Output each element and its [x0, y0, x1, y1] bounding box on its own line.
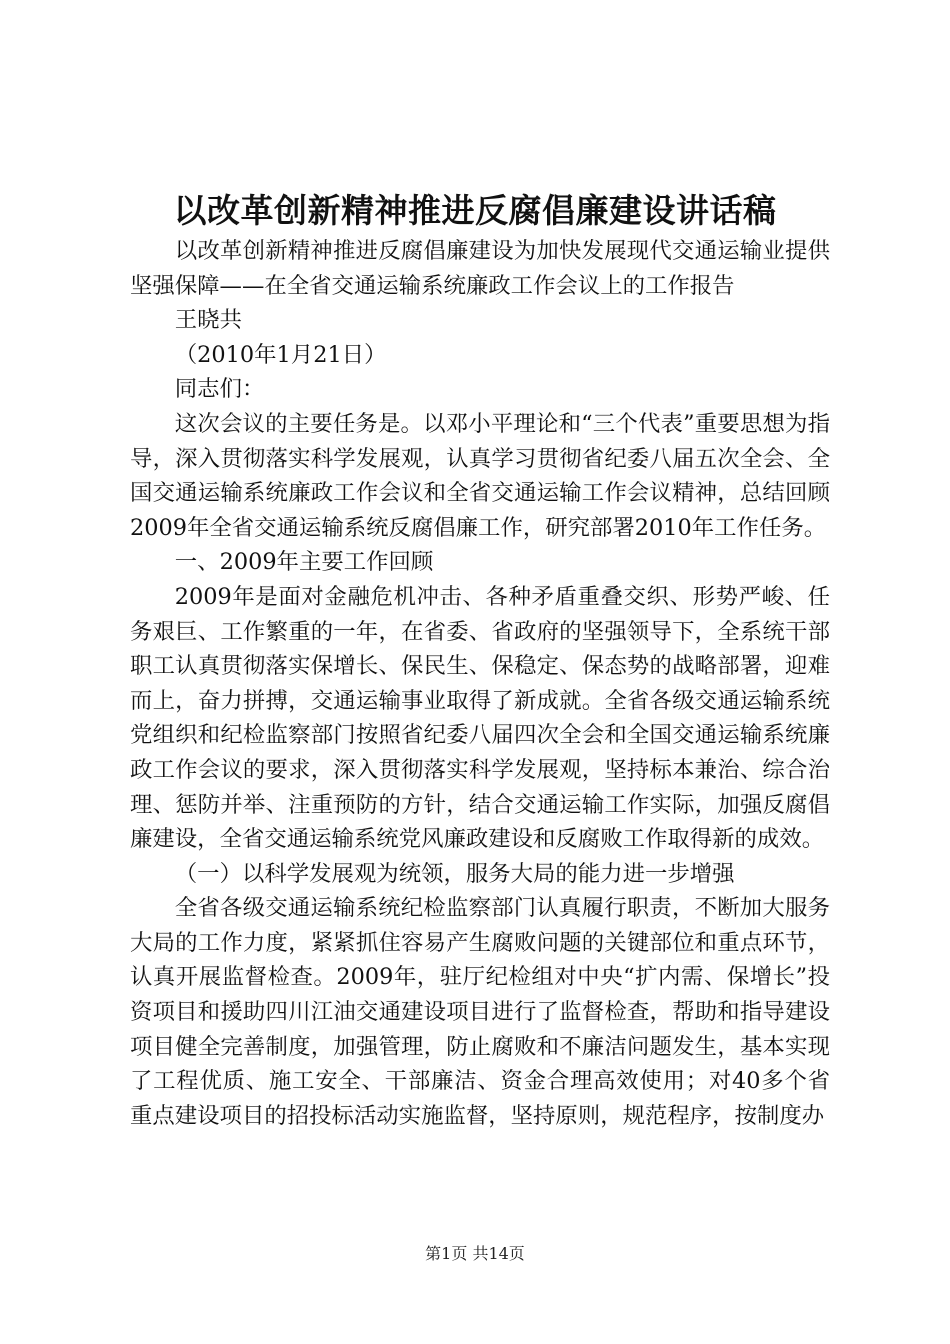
section-heading: 一、2009年主要工作回顾 — [174, 549, 434, 576]
body-paragraph: 这次会议的主要任务是。以邓小平理论和“三个代表”重要思想为指导，深入贯彻落实科学发展观，认真学习贯彻省纪委八届五次全会、全国交通运输系统廉政工作会议和全省交通运输工作会议精神，总结回顾2009年全省交通运输系统反腐倡廉工作，研究部署2010年工作任务。 — [130, 410, 830, 541]
subsection-heading: （一）以科学发展观为统领，服务大局的能力进一步增强 — [174, 860, 735, 887]
page-number-footer: 第1页 共14页 — [425, 1244, 525, 1263]
report-date: （2010年1月21日） — [174, 341, 387, 368]
salutation: 同志们： — [174, 376, 265, 403]
document-title: 以改革创新精神推进反腐倡廉建设讲话稿 — [173, 191, 777, 230]
author-name: 王晓共 — [174, 307, 242, 334]
body-paragraph: 2009年是面对金融危机冲击、各种矛盾重叠交织、形势严峻、任务艰巨、工作繁重的一年，在省委、省政府的坚强领导下，全系统干部职工认真贯彻落实保增长、保民生、保稳定、保态势的战略部署，迎难而上，奋力拼搏，交通运输事业取得了新成就。全省各级交通运输系统党组织和纪检监察部门按照省纪委八届四次全会和全国交通运输系统廉政工作会议的要求，深入贯彻落实科学发展观，坚持标本兼治、综合治理、惩防并举、注重预防的方针，结合交通运输工作实际，加强反腐倡廉建设，全省交通运输系统党风廉政建设和反腐败工作取得新的成效。 — [130, 583, 830, 853]
document-body — [130, 234, 830, 1133]
subtitle-paragraph: 以改革创新精神推进反腐倡廉建设为加快发展现代交通运输业提供坚强保障——在全省交通运输系统廉政工作会议上的工作报告 — [130, 238, 830, 299]
body-paragraph: 全省各级交通运输系统纪检监察部门认真履行职责，不断加大服务大局的工作力度，紧紧抓住容易产生腐败问题的关键部位和重点环节，认真开展监督检查。2009年，驻厅纪检组对中央“扩内需、保增长”投资项目和援助四川江油交通建设项目进行了监督检查，帮助和指导建设项目健全完善制度，加强管理，防止腐败和不廉洁问题发生，基本实现了工程优质、施工安全、干部廉洁、资金合理高效使用；对40多个省重点建设项目的招投标活动实施监督，坚持原则，规范程序，按制度办 — [130, 895, 830, 1129]
